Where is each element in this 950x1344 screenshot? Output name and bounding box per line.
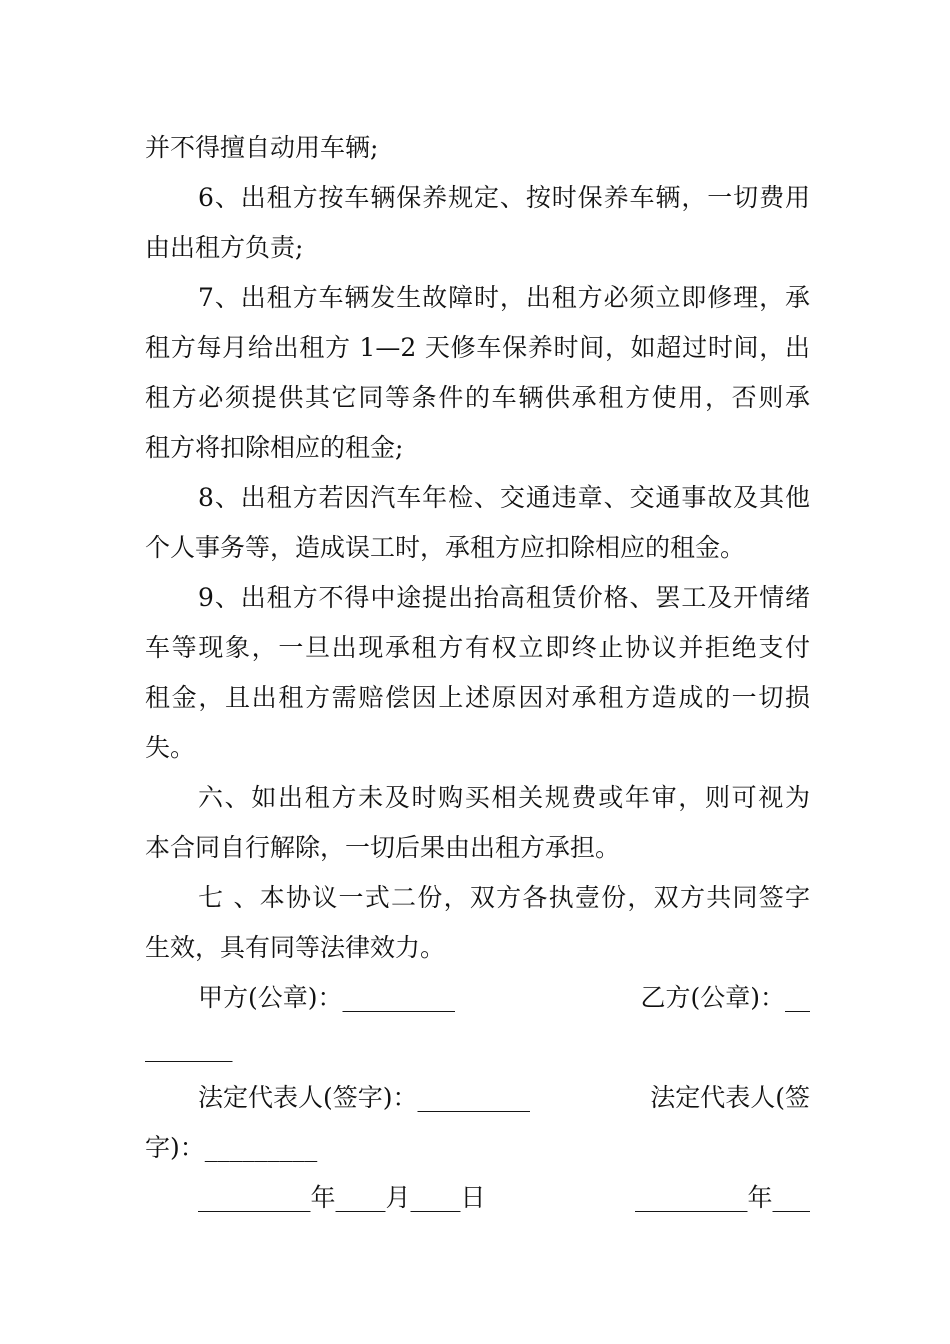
party-b-seal-field: 乙方(公章)：__ (640, 983, 810, 1012)
text-line: 由出租方负责; (145, 233, 304, 262)
text-line: 6、出租方按车辆保养规定、按时保养车辆，一切费用 (198, 183, 810, 212)
rep-b-sign-field: 法定代表人(签 (650, 1083, 810, 1112)
party-b-seal-continuation: _______ (145, 1033, 233, 1062)
text-line: 并不得擅自动用车辆; (145, 133, 379, 162)
signature-date-row (198, 1173, 810, 1223)
date-a-field: _________年____月____日 (198, 1183, 486, 1212)
text-line: 失。 (145, 733, 196, 762)
text-line: 个人事务等，造成误工时，承租方应扣除相应的租金。 (145, 533, 746, 562)
text-line: 本合同自行解除，一切后果由出租方承担。 (145, 833, 621, 862)
signature-rep-row (198, 1073, 810, 1123)
text-line: 生效，具有同等法律效力。 (145, 933, 446, 962)
text-line: 租金，且出租方需赔偿因上述原因对承租方造成的一切损 (145, 683, 810, 712)
text-line: 7、出租方车辆发生故障时，出租方必须立即修理，承 (198, 283, 810, 312)
text-line: 租方将扣除相应的租金; (145, 433, 404, 462)
text-line: 车等现象，一旦出现承租方有权立即终止协议并拒绝支付 (145, 633, 810, 662)
text-line: 9、出租方不得中途提出抬高租赁价格、罢工及开情绪 (198, 583, 810, 612)
text-line: 六、如出租方未及时购买相关规费或年审，则可视为 (198, 783, 810, 812)
party-a-seal-field: 甲方(公章)：_________ (198, 983, 456, 1012)
signature-party-row (198, 973, 810, 1023)
date-b-field: _________年___ (634, 1183, 810, 1212)
text-line: 七 、本协议一式二份，双方各执壹份，双方共同签字 (198, 883, 810, 912)
text-line: 租方每月给出租方 1—2 天修车保养时间，如超过时间，出 (145, 333, 810, 362)
rep-a-sign-field: 法定代表人(签字)：_________ (198, 1083, 531, 1112)
text-line: 8、出租方若因汽车年检、交通违章、交通事故及其他 (198, 483, 810, 512)
text-line: 租方必须提供其它同等条件的车辆供承租方使用，否则承 (145, 383, 810, 412)
rep-b-sign-continuation: 字)：_________ (145, 1133, 318, 1162)
